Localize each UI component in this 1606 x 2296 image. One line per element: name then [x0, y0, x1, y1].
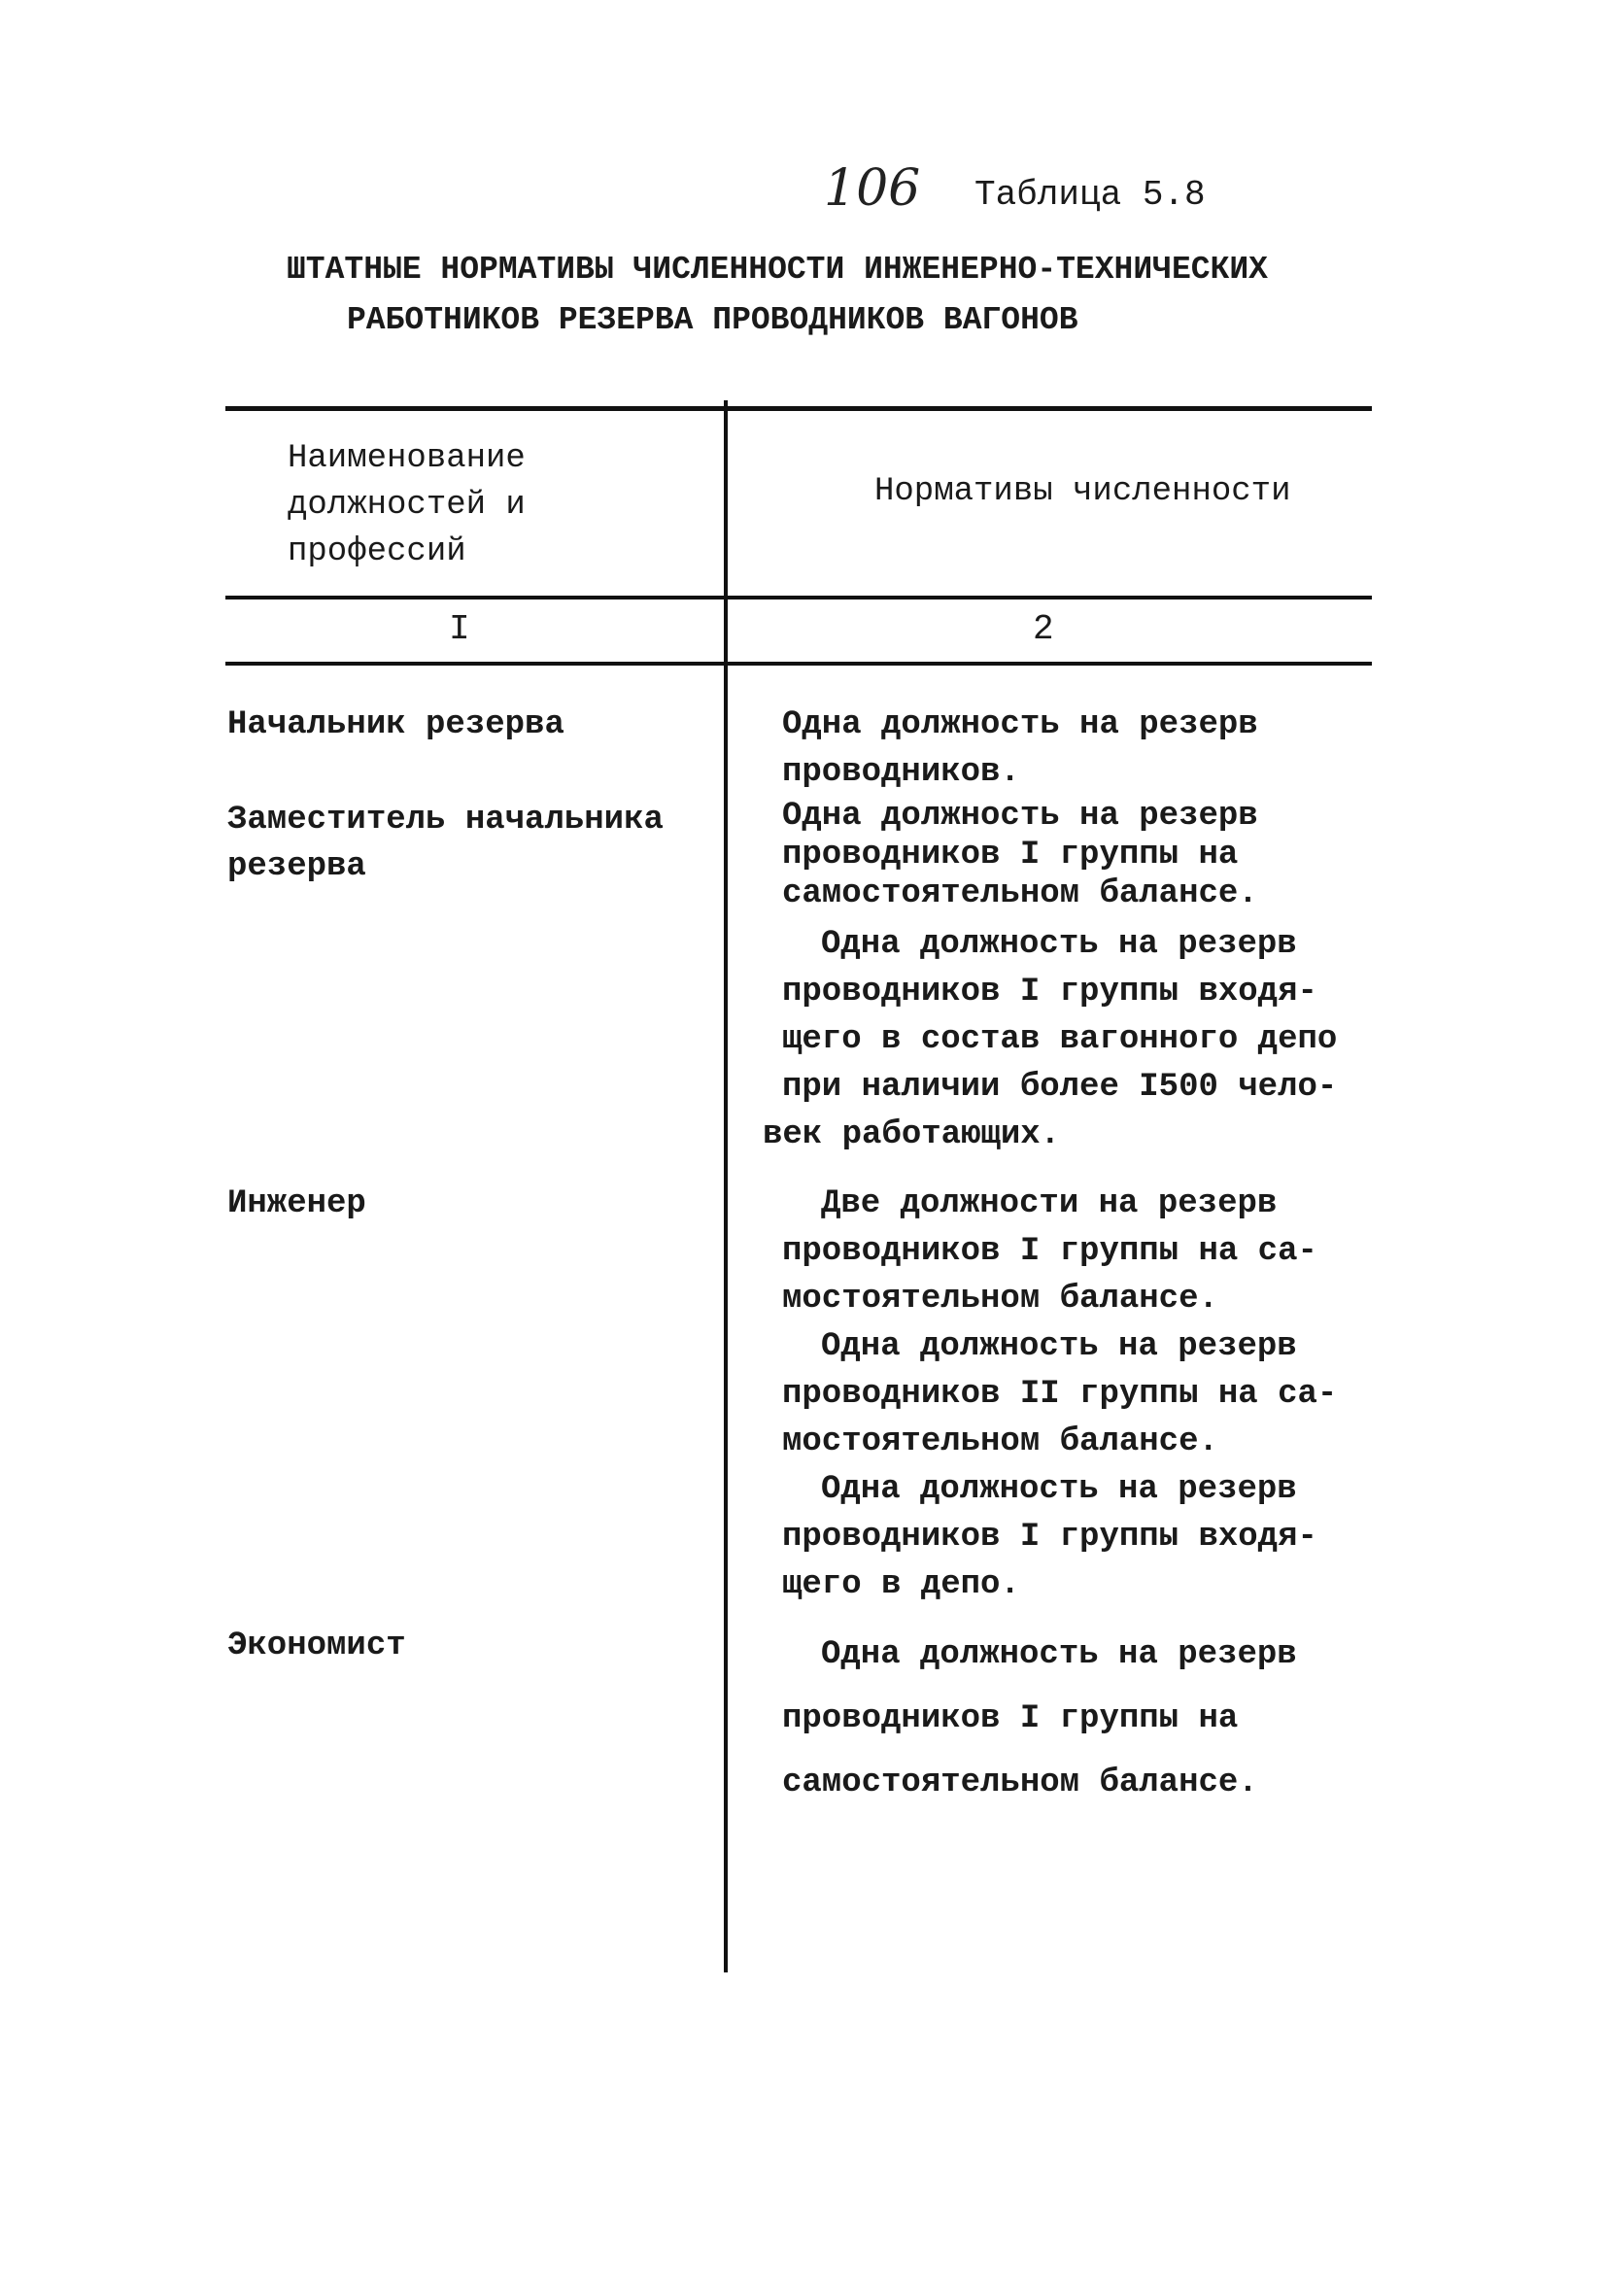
- row-title-line: Заместитель начальника: [227, 802, 664, 839]
- norm-line: проводников I группы входя-: [782, 1519, 1317, 1556]
- norm-line: Одна должность на резерв: [821, 1471, 1297, 1508]
- norm-line: щего в депо.: [782, 1566, 1020, 1603]
- norm-line: проводников I группы на: [782, 837, 1239, 874]
- column-header-line: Наименование: [288, 440, 526, 477]
- norm-line: щего в состав вагонного депо: [782, 1021, 1338, 1058]
- norm-deputy-head-1: [782, 797, 1355, 913]
- title-line-1: ШТАТНЫЕ НОРМАТИВЫ ЧИСЛЕННОСТИ ИНЖЕНЕРНО-ТЕХНИЧЕСКИХ: [287, 252, 1268, 288]
- norm-line: самостоятельном балансе.: [782, 1765, 1258, 1801]
- norm-line: Одна должность на резерв: [821, 1636, 1297, 1673]
- norm-line: век работающих.: [763, 1116, 1061, 1153]
- row-title-deputy-head: [227, 797, 694, 890]
- column-number-rule: [225, 662, 1372, 666]
- norm-line: Одна должность на резерв: [782, 706, 1258, 743]
- norm-line: Одна должность на резерв: [821, 1328, 1297, 1365]
- norm-line: мостоятельном балансе.: [782, 1423, 1218, 1460]
- norm-line: Две должности на резерв: [821, 1185, 1278, 1222]
- table-label: Таблица 5.8: [974, 175, 1206, 215]
- title-line-2: РАБОТНИКОВ РЕЗЕРВА ПРОВОДНИКОВ ВАГОНОВ: [347, 302, 1078, 338]
- row-title-head-of-reserve: [227, 702, 694, 748]
- norm-head-of-reserve: [782, 702, 1355, 797]
- norm-line: проводников I группы на са-: [782, 1233, 1317, 1270]
- norm-line: Одна должность на резерв: [782, 798, 1258, 835]
- norm-engineer-3: [782, 1466, 1355, 1609]
- norm-engineer-1: [782, 1181, 1355, 1323]
- column-header-position: [288, 435, 696, 575]
- norm-engineer-2: [782, 1323, 1355, 1466]
- header-bottom-rule: [225, 596, 1372, 600]
- norm-line: проводников I группы на: [782, 1700, 1239, 1737]
- row-title-economist: [227, 1623, 694, 1669]
- norm-line: проводников I группы входя-: [782, 974, 1317, 1011]
- column-divider: [724, 400, 728, 1972]
- column-header-line: должностей и: [288, 487, 526, 524]
- column-number-1: I: [449, 609, 470, 649]
- column-header-line: профессий: [288, 533, 466, 570]
- row-title-line: Начальник резерва: [227, 706, 564, 743]
- row-title-line: Экономист: [227, 1628, 406, 1664]
- page-number: 106: [824, 159, 921, 218]
- norm-line: проводников II группы на са-: [782, 1376, 1338, 1413]
- column-number-2: 2: [1033, 609, 1054, 649]
- norm-line: самостоятельном балансе.: [782, 875, 1258, 912]
- row-title-engineer: [227, 1181, 694, 1227]
- norm-deputy-head-2: [763, 921, 1355, 1159]
- norm-line: при наличии более I500 чело-: [782, 1069, 1338, 1106]
- row-title-line: Инженер: [227, 1185, 366, 1222]
- document-title: [287, 245, 1268, 346]
- column-header-norms: Нормативы численности: [874, 473, 1291, 510]
- norm-line: Одна должность на резерв: [821, 926, 1297, 963]
- norm-line: проводников.: [782, 754, 1020, 791]
- norm-line: мостоятельном балансе.: [782, 1281, 1218, 1318]
- row-title-line: резерва: [227, 848, 366, 885]
- norm-economist: [782, 1623, 1355, 1815]
- table-top-rule: [225, 406, 1372, 411]
